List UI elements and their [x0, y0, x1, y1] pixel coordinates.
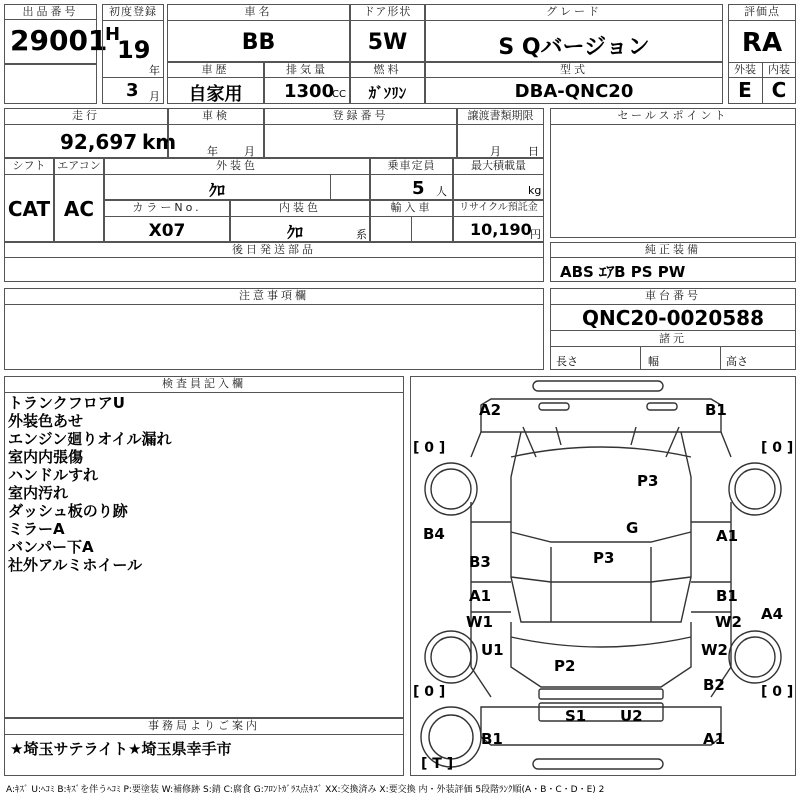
inspection-month-unit: 月 [244, 145, 255, 158]
recycle-value: 10,190 [470, 220, 532, 239]
lot-number: 29001 [10, 24, 108, 57]
tire-tread: [ 0 ] [761, 684, 794, 700]
history-value: 自家用 [188, 84, 243, 105]
color-no-value: X07 [148, 221, 186, 241]
first-reg-year-unit: 年 [149, 64, 160, 77]
damage-mark: W2 [715, 613, 742, 631]
damage-mark: G [626, 519, 639, 537]
note-line: バンパー下A [8, 538, 94, 556]
exterior-grade-label: 外装 [734, 63, 756, 76]
model-label: 型式 [560, 63, 588, 76]
car-outline [411, 377, 795, 775]
aircon-value: AC [63, 197, 95, 221]
tire-tread: [ 0 ] [761, 440, 794, 456]
damage-mark: B4 [423, 525, 445, 543]
capacity-value: 5 [412, 178, 425, 199]
note-line: 社外アルミホイール [8, 556, 143, 574]
damage-mark: P3 [637, 472, 659, 490]
first-reg-era: H [105, 24, 121, 45]
spec-height: 高さ [726, 355, 748, 368]
damage-mark: B1 [705, 401, 727, 419]
grade-label: グレード [546, 5, 602, 18]
later-parts-label: 後日発送部品 [232, 243, 316, 256]
capacity-unit: 人 [436, 185, 447, 198]
damage-mark: S1 [565, 707, 587, 725]
inspection-label: 車検 [202, 109, 230, 122]
office-value: ★埼玉サテライト★埼玉県幸手市 [10, 740, 232, 758]
damage-mark: A4 [761, 605, 784, 623]
recycle-unit: 円 [530, 228, 541, 241]
notes-label: 注意事項欄 [239, 289, 309, 302]
damage-mark: A1 [469, 587, 492, 605]
max-load-unit: kg [528, 184, 542, 197]
mileage-value: 92,697 [60, 130, 138, 154]
max-load-label: 最大積載量 [471, 159, 526, 172]
color-no-label: カラーNo. [132, 201, 202, 214]
car-name-label: 車名 [244, 5, 273, 18]
displacement-label: 排気量 [286, 63, 328, 76]
spare-tire: [ T ] [421, 756, 454, 772]
inspector-notes [8, 394, 398, 574]
damage-mark: B2 [703, 676, 725, 694]
recycle-label: リサイクル預託金 [459, 202, 538, 213]
damage-mark: A1 [703, 730, 726, 748]
car-name: BB [241, 30, 276, 55]
damage-mark: A2 [479, 401, 502, 419]
car-diagram [410, 376, 796, 776]
note-line: 室内汚れ [8, 484, 69, 502]
damage-mark: B1 [481, 730, 503, 748]
inspector-label: 検査員記入欄 [162, 377, 246, 390]
note-line: トランクフロアU [8, 394, 125, 412]
note-line: 外装色あせ [8, 412, 84, 430]
reg-no-label: 登録番号 [332, 109, 389, 122]
shift-value: CAT [7, 197, 51, 221]
ext-color-label: 外装色 [216, 159, 258, 172]
damage-mark: B3 [469, 553, 491, 571]
specs-label: 諸元 [659, 332, 687, 345]
door-label: ドア形状 [363, 5, 412, 18]
damage-mark: B1 [716, 587, 738, 605]
mileage-unit: km [142, 130, 177, 154]
displacement-value: 1300 [284, 81, 335, 102]
rating-value: RA [741, 28, 783, 58]
damage-mark: A1 [716, 527, 739, 545]
int-color-label: 内装色 [279, 201, 321, 214]
damage-mark: P2 [554, 657, 576, 675]
tire-tread: [ 0 ] [413, 684, 446, 700]
damage-mark: W2 [701, 641, 728, 659]
aircon-label: エアコン [57, 159, 101, 172]
note-line: ダッシュ板のり跡 [8, 502, 128, 520]
spec-width: 幅 [648, 355, 659, 368]
damage-mark: U1 [481, 641, 504, 659]
spec-length: 長さ [556, 355, 578, 368]
legend: A:ｷｽﾞ U:ﾍｺﾐ B:ｷｽﾞを伴うﾍｺﾐ P:要塗装 W:補修跡 S:錆 C:腐食 G:ﾌﾛﾝﾄｶﾞﾗｽ点ｷｽﾞ XX:交換済み X:要交換 内・外装評価 5段階ﾗﾝｸ順(A・B・C・D・E) 2 [6, 785, 605, 795]
transfer-day-unit: 日 [528, 145, 539, 158]
genuine-label: 純正装備 [645, 243, 701, 256]
shift-label: シフト [12, 159, 46, 172]
damage-mark: U2 [620, 707, 643, 725]
displacement-unit: CC [332, 89, 346, 100]
history-label: 車歴 [201, 63, 230, 76]
lot-label: 出品番号 [22, 5, 79, 18]
tire-tread: [ 0 ] [413, 440, 446, 456]
interior-grade: C [771, 78, 787, 102]
fuel-label: 燃料 [373, 63, 402, 76]
office-label: 事務局よりご案内 [148, 719, 260, 732]
note-line: ミラーA [8, 520, 65, 538]
chassis-label: 車台番号 [645, 289, 701, 302]
chassis-value: QNC20-0020588 [582, 306, 764, 330]
grade-value: S Qバージョン [498, 35, 650, 60]
fuel-value: ｶﾞｿﾘﾝ [368, 84, 407, 102]
door-type: 5W [367, 30, 408, 55]
ext-color-value: ｸﾛ [208, 181, 225, 200]
damage-mark: P3 [593, 549, 615, 567]
damage-mark: W1 [466, 613, 493, 631]
capacity-label: 乗車定員 [387, 159, 436, 172]
first-reg-month-unit: 月 [149, 90, 160, 103]
exterior-grade: E [738, 78, 752, 102]
import-label: 輸入車 [390, 201, 433, 214]
note-line: ハンドルすれ [8, 466, 99, 484]
int-color-unit: 系 [356, 228, 367, 241]
transfer-month-unit: 月 [490, 145, 501, 158]
interior-grade-label: 内装 [768, 63, 790, 76]
genuine-value: ABS ｴｱB PS PW [560, 263, 686, 281]
transfer-label: 譲渡書類期限 [467, 109, 534, 122]
note-line: エンジン廻りオイル漏れ [8, 430, 172, 448]
first-reg-year: 19 [117, 36, 151, 64]
first-reg-label: 初度登録 [109, 5, 157, 18]
inspection-year-unit: 年 [207, 145, 218, 158]
model-value: DBA-QNC20 [514, 81, 634, 102]
first-reg-month: 3 [126, 80, 139, 101]
int-color-value: ｸﾛ [286, 223, 303, 242]
sales-point-label: セールスポイント [617, 109, 729, 122]
sales-point-box [550, 108, 796, 238]
mileage-label: 走行 [72, 109, 100, 122]
note-line: 室内内張傷 [8, 448, 84, 466]
rating-label: 評価点 [744, 5, 780, 18]
